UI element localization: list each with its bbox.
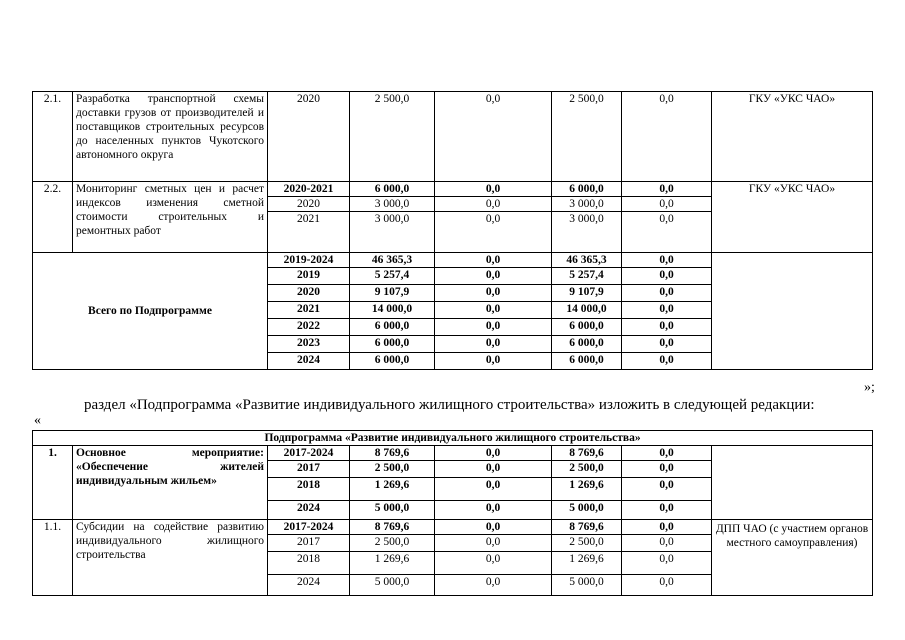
okrug-cell: 46 365,3 — [552, 253, 622, 268]
total-cell: 5 000,0 — [350, 575, 435, 596]
other-cell: 0,0 — [622, 520, 712, 535]
other-cell: 0,0 — [622, 461, 712, 478]
row-number: 2.1. — [33, 92, 73, 182]
federal-cell: 0,0 — [435, 92, 552, 182]
okrug-cell: 3 000,0 — [552, 197, 622, 212]
total-cell: 9 107,9 — [350, 285, 435, 302]
other-cell: 0,0 — [622, 302, 712, 319]
other-cell: 0,0 — [622, 336, 712, 353]
other-cell: 0,0 — [622, 552, 712, 575]
federal-cell: 0,0 — [435, 478, 552, 501]
okrug-cell: 1 269,6 — [552, 552, 622, 575]
subprogram-header: Подпрограмма «Развитие индивидуального жилищного строительства» — [33, 431, 873, 446]
federal-cell: 0,0 — [435, 319, 552, 336]
executor-cell-empty — [712, 446, 873, 520]
okrug-cell: 2 500,0 — [552, 92, 622, 182]
total-cell: 2 500,0 — [350, 535, 435, 552]
year-cell: 2020 — [268, 92, 350, 182]
okrug-cell: 6 000,0 — [552, 353, 622, 370]
year-cell: 2021 — [268, 302, 350, 319]
closing-quote: »; — [864, 380, 875, 395]
other-cell: 0,0 — [622, 535, 712, 552]
executor-cell-empty — [712, 253, 873, 370]
table-row-2-2 — [33, 182, 873, 197]
okrug-cell: 6 000,0 — [552, 319, 622, 336]
total-cell: 1 269,6 — [350, 478, 435, 501]
amendment-paragraph: раздел «Подпрограмма «Развитие индивидуального жилищного строительства» изложить в следующей редакции: — [84, 397, 815, 413]
okrug-cell: 6 000,0 — [552, 336, 622, 353]
federal-cell: 0,0 — [435, 353, 552, 370]
total-cell: 46 365,3 — [350, 253, 435, 268]
year-cell: 2019-2024 — [268, 253, 350, 268]
executor-cell: ГКУ «УКС ЧАО» — [712, 92, 873, 182]
year-cell: 2022 — [268, 319, 350, 336]
table-row-1-1 — [33, 520, 873, 535]
executor-cell: ДПП ЧАО (с участием органов местного самоуправления) — [712, 520, 873, 596]
okrug-cell: 5 000,0 — [552, 501, 622, 520]
other-cell: 0,0 — [622, 197, 712, 212]
year-cell: 2020 — [268, 197, 350, 212]
total-cell: 3 000,0 — [350, 212, 435, 253]
total-label: Всего по Подпрограмме — [33, 253, 268, 370]
okrug-cell: 2 500,0 — [552, 535, 622, 552]
year-cell: 2017-2024 — [268, 446, 350, 461]
federal-cell: 0,0 — [435, 182, 552, 197]
total-cell: 2 500,0 — [350, 461, 435, 478]
other-cell: 0,0 — [622, 285, 712, 302]
okrug-cell: 8 769,6 — [552, 520, 622, 535]
year-cell: 2023 — [268, 336, 350, 353]
okrug-cell: 6 000,0 — [552, 182, 622, 197]
year-cell: 2019 — [268, 268, 350, 285]
table-header-row — [33, 431, 873, 446]
year-cell: 2024 — [268, 501, 350, 520]
row-number: 1.1. — [33, 520, 73, 596]
total-cell: 1 269,6 — [350, 552, 435, 575]
federal-cell: 0,0 — [435, 197, 552, 212]
other-cell: 0,0 — [622, 92, 712, 182]
table-row-2-1 — [33, 92, 873, 182]
federal-cell: 0,0 — [435, 520, 552, 535]
table-row-1 — [33, 446, 873, 461]
federal-cell: 0,0 — [435, 268, 552, 285]
year-cell: 2018 — [268, 478, 350, 501]
year-cell: 2024 — [268, 575, 350, 596]
total-cell: 6 000,0 — [350, 182, 435, 197]
other-cell: 0,0 — [622, 501, 712, 520]
other-cell: 0,0 — [622, 253, 712, 268]
row-number: 1. — [33, 446, 73, 520]
subprogram-table-1 — [32, 91, 873, 370]
other-cell: 0,0 — [622, 319, 712, 336]
total-cell: 2 500,0 — [350, 92, 435, 182]
year-cell: 2017-2024 — [268, 520, 350, 535]
other-cell: 0,0 — [622, 182, 712, 197]
other-cell: 0,0 — [622, 268, 712, 285]
okrug-cell: 3 000,0 — [552, 212, 622, 253]
activity-name: Субсидии на содействие развитию индивидуального жилищного строительства — [73, 520, 268, 596]
total-cell: 14 000,0 — [350, 302, 435, 319]
other-cell: 0,0 — [622, 478, 712, 501]
table-row-total — [33, 253, 873, 268]
total-cell: 6 000,0 — [350, 319, 435, 336]
okrug-cell: 5 000,0 — [552, 575, 622, 596]
federal-cell: 0,0 — [435, 253, 552, 268]
okrug-cell: 8 769,6 — [552, 446, 622, 461]
federal-cell: 0,0 — [435, 461, 552, 478]
okrug-cell: 9 107,9 — [552, 285, 622, 302]
federal-cell: 0,0 — [435, 336, 552, 353]
federal-cell: 0,0 — [435, 285, 552, 302]
row-number: 2.2. — [33, 182, 73, 253]
total-cell: 5 000,0 — [350, 501, 435, 520]
federal-cell: 0,0 — [435, 302, 552, 319]
year-cell: 2024 — [268, 353, 350, 370]
total-cell: 6 000,0 — [350, 336, 435, 353]
year-cell: 2020-2021 — [268, 182, 350, 197]
federal-cell: 0,0 — [435, 446, 552, 461]
federal-cell: 0,0 — [435, 552, 552, 575]
subprogram-table-2 — [32, 430, 873, 596]
total-cell: 8 769,6 — [350, 446, 435, 461]
federal-cell: 0,0 — [435, 501, 552, 520]
year-cell: 2020 — [268, 285, 350, 302]
year-cell: 2017 — [268, 535, 350, 552]
activity-name: Мониторинг сметных цен и расчет индексов изменения сметной стоимости строительных и ремонтных работ — [73, 182, 268, 253]
other-cell: 0,0 — [622, 575, 712, 596]
okrug-cell: 2 500,0 — [552, 461, 622, 478]
year-cell: 2018 — [268, 552, 350, 575]
year-cell: 2017 — [268, 461, 350, 478]
okrug-cell: 5 257,4 — [552, 268, 622, 285]
executor-cell: ГКУ «УКС ЧАО» — [712, 182, 873, 253]
activity-name: Основное мероприятие: «Обеспечение жителей индивидуальным жильем» — [73, 446, 268, 520]
opening-quote: « — [34, 413, 41, 428]
total-cell: 3 000,0 — [350, 197, 435, 212]
activity-name: Разработка транспортной схемы доставки грузов от производителей и поставщиков строительных ресурсов до населенных пунктов Чукотского автономного округа — [73, 92, 268, 182]
total-cell: 5 257,4 — [350, 268, 435, 285]
total-cell: 6 000,0 — [350, 353, 435, 370]
okrug-cell: 14 000,0 — [552, 302, 622, 319]
federal-cell: 0,0 — [435, 212, 552, 253]
year-cell: 2021 — [268, 212, 350, 253]
okrug-cell: 1 269,6 — [552, 478, 622, 501]
other-cell: 0,0 — [622, 446, 712, 461]
total-cell: 8 769,6 — [350, 520, 435, 535]
federal-cell: 0,0 — [435, 575, 552, 596]
federal-cell: 0,0 — [435, 535, 552, 552]
other-cell: 0,0 — [622, 353, 712, 370]
other-cell: 0,0 — [622, 212, 712, 253]
